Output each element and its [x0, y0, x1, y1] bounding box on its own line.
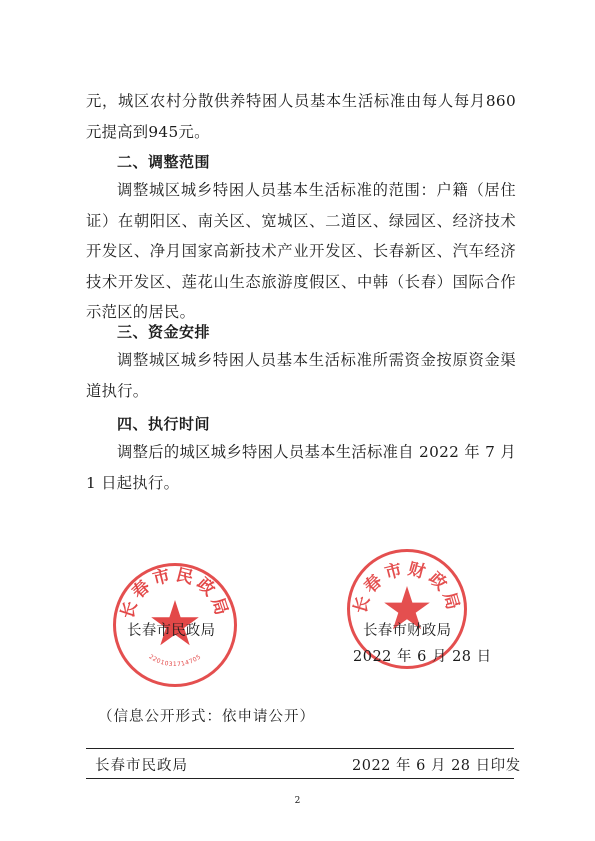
civil-affairs-seal-arc-text: 长春市民政局 [117, 566, 233, 622]
svg-text:2201031714705 [147, 653, 202, 668]
footer-issuer: 长春市民政局 [95, 758, 188, 774]
section-text-funding: 调整城区城乡特困人员基本生活标准所需资金按原资金渠道执行。 [86, 351, 516, 400]
section-heading-scope: 二、调整范围 [117, 153, 211, 171]
footer-bottom-rule [86, 778, 514, 779]
signature-date: 2022 年 6 月 28 日 [353, 649, 492, 665]
civil-affairs-seal-serial: 2201031714705 [147, 653, 203, 669]
signature-finance: 长春市财政局 [363, 623, 452, 639]
page-number: 2 [294, 796, 301, 806]
footer-top-rule [86, 748, 514, 749]
finance-seal-arc-text: 长春市财政局 [350, 559, 464, 616]
signature-civil-affairs: 长春市民政局 [127, 623, 216, 639]
section-heading-funding: 三、资金安排 [117, 323, 211, 341]
section-heading-effective-date: 四、执行时间 [117, 415, 211, 433]
section-text-effective-date: 调整后的城区城乡特困人员基本生活标准自 2022 年 7 月 1 日起执行。 [86, 443, 516, 492]
footer-print-date: 2022 年 6 月 28 日印发 [352, 758, 521, 774]
intro-paragraph: 元，城区农村分散供养特困人员基本生活标准由每人每月860元提高到945元。 [86, 92, 516, 141]
section-text-scope: 调整城区城乡特困人员基本生活标准的范围：户籍（居住证）在朝阳区、南关区、宽城区、二道区、绿园区、经济技术开发区、净月国家高新技术产业开发区、长春新区、汽车经济技术开发区、莲花山生态旅游度假区、中韩（长春）国际合作示范区的居民。 [86, 181, 516, 321]
disclosure-note: （信息公开形式：依申请公开） [98, 709, 315, 725]
